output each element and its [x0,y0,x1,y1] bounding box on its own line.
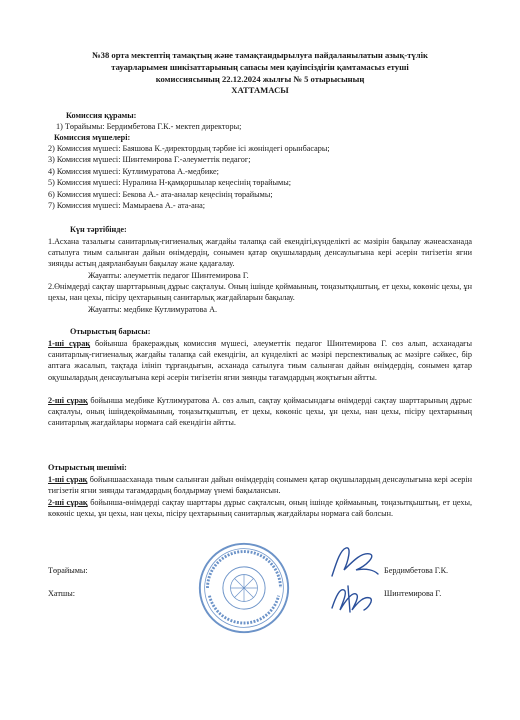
agenda-item-1: 1.Асхана тазалығы санитарлық-гигиеналық жағдайы талапқа сай екендігі,күнделікті ас мәзірін бақылау жәнеасханада сатылуға тиым салынған дайын өнімдердің, сонымен қатар оқушылардың денсаулығына кері әсерін тигізетін ягни зиянды астың даярланбауын бақылау және қадағалау. [48,237,472,269]
question-1-label: 1-ші сұрақ [48,339,91,348]
title-line-2: тауарларымен шикізаттарының сапасы мен қауіпсіздігін қамтамасыз етуші [111,61,409,72]
title-line-3: комиссиясының 22.12.2024 жылғы № 5 отырысының [155,73,365,84]
decision-heading: Отырыстың шешімі: [48,463,127,472]
commission-heading: Комиссия құрамы: [66,111,137,120]
member-item: 3) Комиссия мүшесі: Шинтемирова Г.-әлеуметтік педагог; [48,155,251,164]
members-heading: Комиссия мүшелері: [54,133,131,142]
agenda-responsible-1: Жауапты: әлеуметтік педагог Шинтемирова Г. [88,271,249,280]
secretary-signature-label: Хатшы: [48,589,75,598]
member-item: 4) Комиссия мүшесі: Кутлимуратова А.-медбике; [48,167,219,176]
agenda-item-2: 2.Өнімдерді сақтау шарттарының дұрыс сақталуы. Оның ішінде қоймаының, тоңазытқыштың, ет цехы, көкөніс цехы, ұн цехы, нан цехы, пісіру цехтарының санитарлық жағдайларын бақылау. [48,282,472,303]
member-item: 2) Комиссия мүшесі: Баяшова К.-директордың тәрбие ісі жөніндегі орынбасары; [48,144,330,153]
chair-signature-label: Төрайымы: [48,566,88,575]
decision-1-text: бойыншаасханада тиым салынған дайын өнімдердің сонымен қатар оқушылардың денсаулығына кері әсерін тигізетін ягни зиянды тағамдардың болдырмау үнемі бақылансын. [48,475,472,496]
progress-question-1 [48,338,472,383]
progress-question-2 [48,395,472,429]
chair-name: Бердимбетова Г.К. [384,566,449,575]
title-line-4: ХАТТАМАСЫ [231,85,289,96]
decision-question-2 [48,497,472,519]
member-item: 5) Комиссия мүшесі: Нуралина Н-қамқоршылар кеңесінің төрайымы; [48,178,291,187]
agenda-responsible-2: Жауапты: медбике Кутлимуратова А. [88,305,218,314]
decision-1-label: 1-ші сұрақ [48,475,88,484]
question-2-label: 2-ші сұрақ [48,396,88,405]
member-item: 6) Комиссия мүшесі: Бекова А.- ата-аналар кеңесінің төрайымы; [48,190,273,199]
progress-heading: Отырыстың барысы: [70,327,151,336]
decision-2-label: 2-ші сұрақ [48,498,88,507]
decision-2-text: бойынша-өнімдерді сақтау шарттары дұрыс сақталсын, оның ішінде қоймаының, тоңазытқыштың, ет цехы, көкөніс цехы, ұн цехы, нан цехы, пісіру цехтарының санитарлық жағдайлары нормаға сай болсын. [48,498,472,519]
commission-chair: 1) Төрайымы: Бердимбетова Г.К.- мектеп директоры; [56,122,242,131]
secretary-name: Шинтемирова Г. [384,589,442,598]
member-item: 7) Комиссия мүшесі: Мамыраева А.- ата-ана; [48,201,206,210]
question-2-text: бойынша медбике Кутлимуратова А. сөз алып, сақтау қоймасындағы өнімдерді сақтау шарттарының дұрыс сақталуы, оның ішіндеқоймаының, тоңазытқыштың, ет цехы, көкөніс цехы, ұн цехы, нан цехы, пісіру цехтарының санитарлық жағдайлары нормаға сай екендігін айтты. [48,396,472,428]
title-line-1: №38 орта мектептің тамақтың және тамақтандырылуға пайдаланылатын азық-түлік [92,50,428,60]
official-seal [196,540,292,636]
agenda-heading: Күн тәртібінде: [70,225,127,234]
document-title [40,50,480,97]
question-1-text: бойынша бракераждық комиссия мүшесі, әлеуметтік педагог Шинтемирова Г. сөз алып, асханадағы санитарлық-гигиеналық жағдайы талапқа сай екендігін, ал күнделікті ас мәзірі перспективалық ас мәзірге сәйкес, бір аптаға жасалып, тақтада ілініп тұрғандығын, асханада сатылуға тиым салынған дайын өнімдердің, сонымен қатар оқушылардың денсаулығына кері әсерін тигізетін ягни зиянды тағамдардың жоқтығын айтты. [48,339,473,382]
secretary-signature [328,578,380,618]
decision-question-1 [48,474,472,496]
